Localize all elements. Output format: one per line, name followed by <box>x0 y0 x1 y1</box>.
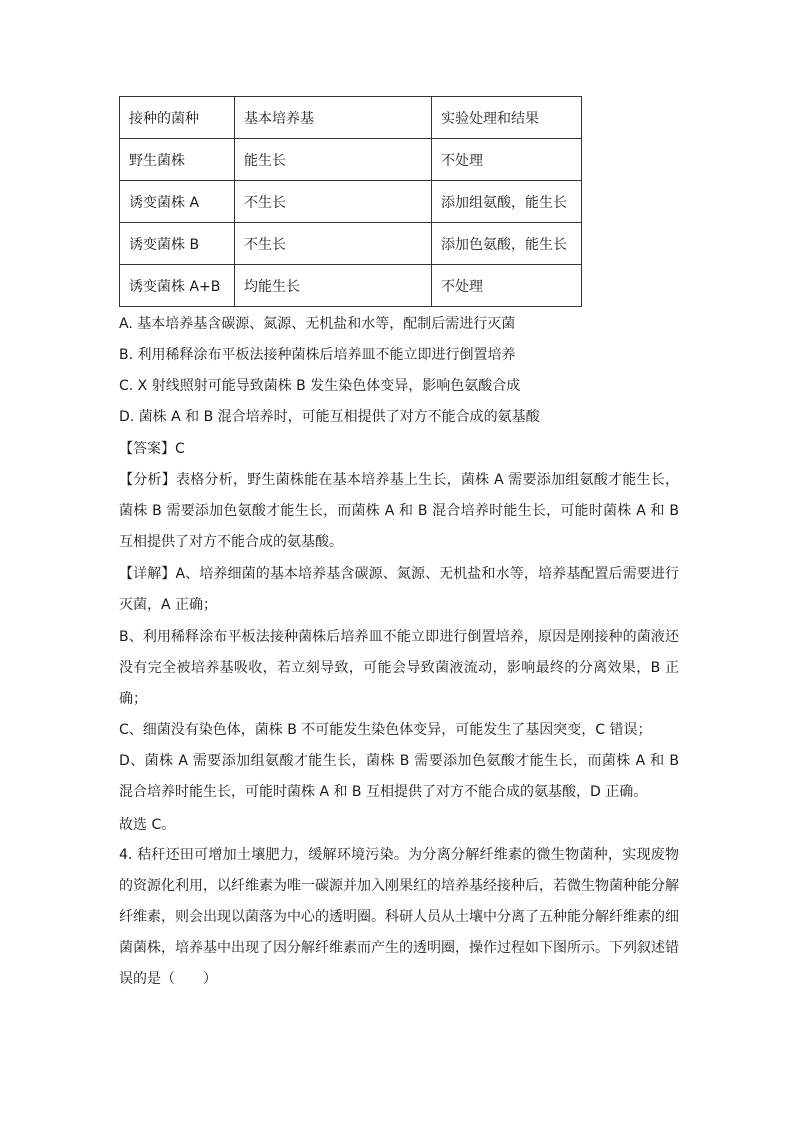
detail-paragraph-a: 【详解】A、培养细菌的基本培养基含碳源、氮源、无机盐和水等，培养基配置后需要进行灭菌，A 正确； <box>119 566 679 613</box>
detail-paragraph-b: B、利用稀释涂布平板法接种菌株后培养皿不能立即进行倒置培养，原因是刚接种的菌液还没有完全被培养基吸收，若立刻导致，可能会导致菌液流动，影响最终的分离效果，B 正确； <box>119 629 679 707</box>
answer-line: 【答案】C <box>119 441 185 457</box>
table-cell: 诱变菌株 A <box>120 181 235 223</box>
option-a: A. 基本培养基含碳源、氮源、无机盐和水等，配制后需进行灭菌 <box>119 316 516 332</box>
table-cell: 添加色氨酸，能生长 <box>432 223 582 265</box>
conclusion-line: 故选 C。 <box>119 817 176 833</box>
table-cell: 均能生长 <box>235 265 432 307</box>
analysis-paragraph: 【分析】表格分析，野生菌株能在基本培养基上生长，菌株 A 需要添加组氨酸才能生长，菌株 B 需要添加色氨酸才能生长，而菌株 A 和 B 混合培养时能生长，可能时菌株 A 和 B 互相提供了对方不能合成的氨基酸。 <box>119 472 679 550</box>
question-4: 4. 秸秆还田可增加土壤肥力，缓解环境污染。为分离分解纤维素的微生物菌种，实现废物的资源化利用，以纤维素为唯一碳源并加入刚果红的培养基经接种后，若微生物菌种能分解纤维素，则会出现以菌落为中心的透明圈。科研人员从土壤中分离了五种能分解纤维素的细菌菌株，培养基中出现了因分解纤维素而产生的透明圈，操作过程如下图所示。下列叙述错误的是（ ） <box>119 847 679 987</box>
table-cell: 不生长 <box>235 223 432 265</box>
table-header-row <box>120 97 582 139</box>
table-row <box>120 181 582 223</box>
table-row <box>120 223 582 265</box>
table-cell: 诱变菌株 B <box>120 223 235 265</box>
table-row <box>120 265 582 307</box>
option-c: C. X 射线照射可能导致菌株 B 发生染色体变异，影响色氨酸合成 <box>119 378 521 394</box>
option-b: B. 利用稀释涂布平板法接种菌株后培养皿不能立即进行倒置培养 <box>119 347 516 363</box>
table-cell: 诱变菌株 A+B <box>120 265 235 307</box>
table-header-cell: 实验处理和结果 <box>432 97 582 139</box>
table-cell: 不生长 <box>235 181 432 223</box>
table-row <box>120 139 582 181</box>
option-d: D. 菌株 A 和 B 混合培养时，可能互相提供了对方不能合成的氨基酸 <box>119 409 540 425</box>
table-cell: 不处理 <box>432 139 582 181</box>
table-cell: 野生菌株 <box>120 139 235 181</box>
table-header-cell: 基本培养基 <box>235 97 432 139</box>
detail-paragraph-c: C、细菌没有染色体，菌株 B 不可能发生染色体变异，可能发生了基因突变，C 错误； <box>119 722 652 738</box>
table-header-cell: 接种的菌种 <box>120 97 235 139</box>
table-cell: 添加组氨酸，能生长 <box>432 181 582 223</box>
detail-paragraph-d: D、菌株 A 需要添加组氨酸才能生长，菌株 B 需要添加色氨酸才能生长，而菌株 A 和 B 混合培养时能生长，可能时菌株 A 和 B 互相提供了对方不能合成的氨基酸，D 正确。 <box>119 753 679 800</box>
table-cell: 不处理 <box>432 265 582 307</box>
table-cell: 能生长 <box>235 139 432 181</box>
experiment-table <box>119 96 582 307</box>
